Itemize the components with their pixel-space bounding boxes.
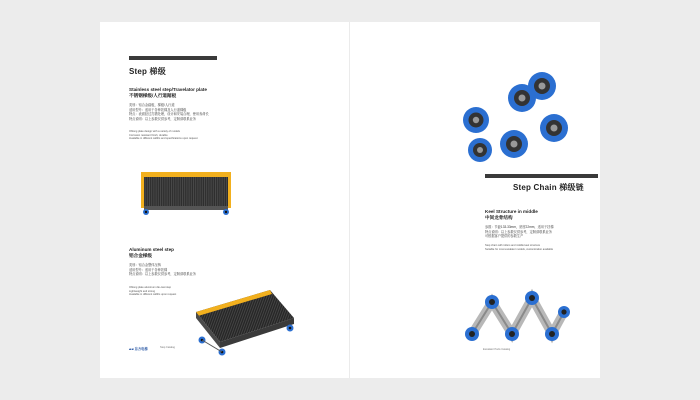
spec-line: 特点说明：以上参数仅供参考，定制请联系业务 — [485, 229, 552, 234]
product2-specs — [129, 263, 196, 277]
note-line: Available in different widths and specifications upon request — [129, 137, 198, 141]
section-title-step-chain: Step Chain 梯级链 — [513, 183, 584, 192]
product3-title-cn: 中间龙骨结构 — [485, 215, 513, 220]
note-line: Corrosion resistant finish, durable — [129, 133, 168, 137]
left-page — [100, 22, 350, 378]
product3-specs — [485, 225, 554, 239]
spec-line: 可根据客户提供的参数生产 — [485, 234, 524, 239]
note-line: Oblong plate aluminum die-cast step — [129, 286, 172, 289]
footer-text-right: Escalator Parts Catalog — [483, 348, 511, 351]
product3-notes — [485, 244, 553, 251]
spec-line: 特点说明：以上参数仅供参考，定制请联系业务 — [129, 116, 196, 121]
rollers-image — [462, 70, 570, 168]
note-line: Lightweight and strong — [129, 289, 156, 293]
section-title-step: Step 梯级 — [129, 67, 166, 76]
product1-notes — [129, 130, 198, 141]
aluminum-step-image — [186, 280, 302, 360]
spec-line: 特点：表面经过打磨处理，设计和安装合理，使用寿命长 — [129, 112, 209, 117]
product3-title-en: Keel Structure in middle — [485, 209, 538, 214]
note-line: Suitable for most escalator models, customization available — [485, 247, 554, 251]
spec-line: 适用型号：适用于各种扶梯及人行道梯级 — [129, 107, 187, 112]
product2-title-en: Aluminum steel step — [129, 247, 174, 252]
section-rule — [129, 56, 217, 60]
note-line: Step chain with rollers and middle keel structure — [485, 244, 541, 247]
product1-specs — [129, 103, 209, 121]
step-chain-image — [460, 272, 574, 348]
stainless-step-image — [138, 166, 234, 218]
section-rule — [485, 174, 598, 178]
right-page — [350, 22, 600, 378]
spec-line: 类别：铝合金整体压铸 — [129, 263, 161, 267]
product1-title-en: Stainless steel step/Travelator plate — [129, 87, 207, 92]
spec-line: 适用型号：适用于各种扶梯 — [129, 267, 168, 272]
note-line: Available in different widths upon request — [129, 293, 177, 297]
spec-line: 特点说明：以上参数仅供参考，定制请联系业务 — [129, 272, 196, 277]
footer-text-left: Step Catalog — [160, 346, 175, 349]
product1-title-cn: 不锈钢梯级/人行道踏板 — [129, 93, 177, 98]
spec-line: 参数：节距133.33mm，宽度22mm，适用于扶梯 — [485, 225, 554, 229]
spec-line: 类别：铝合金踏板，梯级/人行道 — [129, 103, 175, 107]
product2-notes — [129, 286, 176, 297]
note-line: Oblong plate design with a variety of models — [129, 130, 180, 133]
brand-logo: ▰▰ 东方电梯 — [129, 347, 148, 351]
product2-title-cn: 铝合金梯级 — [129, 253, 152, 258]
